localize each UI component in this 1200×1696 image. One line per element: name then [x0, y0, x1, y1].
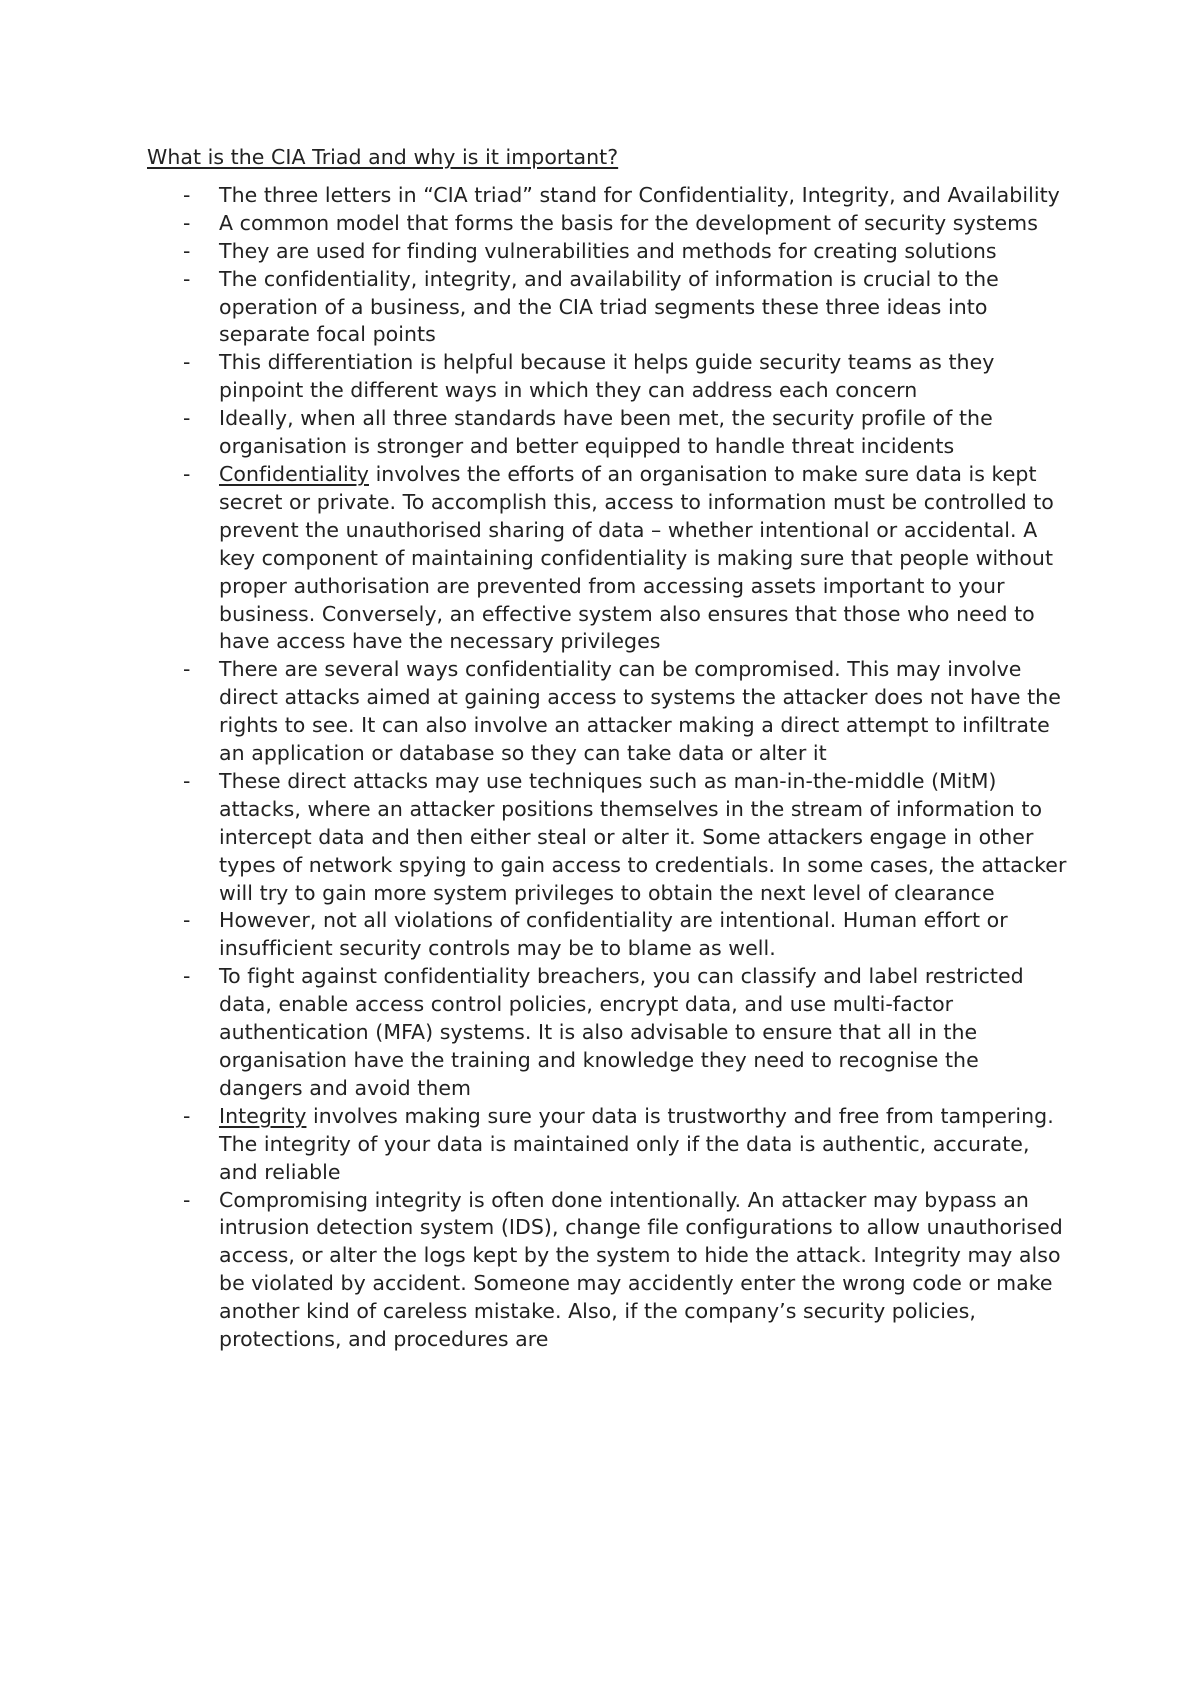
- bullet-text: involves making sure your data is trustworthy and free from tampering. The integrity of your data is maintained only if the data is authentic, accurate, and reliable: [219, 1103, 1054, 1184]
- bullet-dash: -: [183, 182, 191, 207]
- bullet-item: [147, 1187, 1067, 1354]
- bullet-text: A common model that forms the basis for the development of security systems: [219, 210, 1038, 235]
- bullet-text: Compromising integrity is often done intentionally. An attacker may bypass an intrusion detection system (IDS), change file configurations to allow unauthorised access, or alter the logs kept by the system to hide the attack. Integrity may also be violated by accident. Someone may accidently enter the wrong code or make another kind of careless mistake. Also, if the company’s security policies, protections, and procedures are: [219, 1187, 1063, 1352]
- bullet-dash: -: [183, 657, 191, 682]
- bullet-text: They are used for finding vulnerabilities and methods for creating solutions: [219, 238, 997, 263]
- bullet-text: However, not all violations of confidentiality are intentional. Human effort or insufficient security controls may be to blame as well.: [219, 908, 1008, 961]
- bullet-dash: -: [183, 266, 191, 291]
- bullet-dash: -: [183, 1103, 191, 1128]
- bullet-text: To fight against confidentiality breachers, you can classify and label restricted data, enable access control policies, encrypt data, and use multi-factor authentication (MFA) systems. It is also advisable to ensure that all in the organisation have the training and knowledge they need to recognise the dangers and avoid them: [219, 964, 1024, 1100]
- document-title: What is the CIA Triad and why is it important?: [147, 145, 619, 169]
- bullet-text: This differentiation is helpful because it helps guide security teams as they pinpoint the different ways in which they can address each concern: [219, 350, 995, 403]
- bullet-text: Ideally, when all three standards have been met, the security profile of the organisation is stronger and better equipped to handle threat incidents: [219, 406, 993, 459]
- bullet-item: [147, 405, 1067, 461]
- bullet-dash: -: [183, 210, 191, 235]
- document-body: [147, 144, 1067, 1354]
- bullet-item: [147, 210, 1067, 238]
- bullet-text: These direct attacks may use techniques such as man-in-the-middle (MitM) attacks, where an attacker positions themselves in the stream of information to intercept data and then either steal or alter it. Some attackers engage in other types of network spying to gain access to credentials. In some cases, the attacker will try to gain more system privileges to obtain the next level of clearance: [219, 768, 1067, 905]
- bullet-text: There are several ways confidentiality can be compromised. This may involve direct attacks aimed at gaining access to systems the attacker does not have the rights to see. It can also involve an attacker making a direct attempt to infiltrate an application or database so they can take data or alter it: [219, 657, 1061, 766]
- bullet-text: involves the efforts of an organisation to make sure data is kept secret or private. To accomplish this, access to information must be controlled to prevent the unauthorised sharing of data – whether intentional or accidental. A key component of maintaining confidentiality is making sure that people without proper authorisation are prevented from accessing assets important to your business. Conversely, an effective system also ensures that those who need to have access have the necessary privileges: [219, 461, 1054, 654]
- bullet-dash: -: [183, 1187, 191, 1212]
- bullet-item: [147, 1103, 1067, 1187]
- bullet-text: The three letters in “CIA triad” stand for Confidentiality, Integrity, and Availability: [219, 182, 1060, 207]
- bullet-term: Integrity: [219, 1103, 307, 1128]
- bullet-item: [147, 656, 1067, 768]
- bullet-dash: -: [183, 461, 191, 486]
- bullet-item: [147, 907, 1067, 963]
- bullet-dash: -: [183, 768, 191, 793]
- bullet-item: [147, 266, 1067, 350]
- bullet-text: The confidentiality, integrity, and availability of information is crucial to the operation of a business, and the CIA triad segments these three ideas into separate focal points: [219, 266, 999, 347]
- bullet-item: [147, 349, 1067, 405]
- bullet-dash: -: [183, 964, 191, 989]
- bullet-list: [147, 182, 1067, 1354]
- bullet-item: [147, 768, 1067, 908]
- bullet-dash: -: [183, 908, 191, 933]
- bullet-dash: -: [183, 350, 191, 375]
- bullet-item: [147, 238, 1067, 266]
- bullet-item: [147, 182, 1067, 210]
- bullet-item: [147, 963, 1067, 1103]
- bullet-term: Confidentiality: [219, 461, 369, 486]
- bullet-dash: -: [183, 238, 191, 263]
- bullet-dash: -: [183, 406, 191, 431]
- bullet-item: [147, 461, 1067, 656]
